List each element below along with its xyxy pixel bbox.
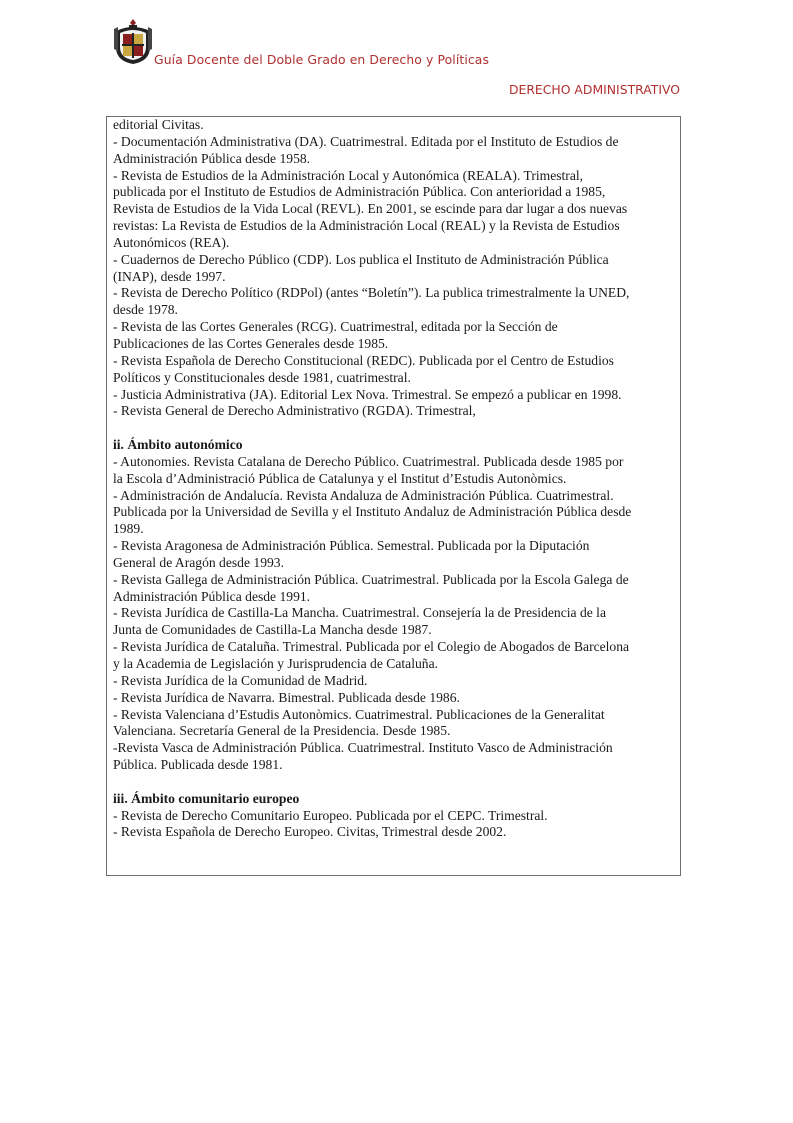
text-line: la Escola d’Administració Pública de Catalunya y el Institut d’Estudis Autonòmics. [113,470,567,486]
text-line: publicada por el Instituto de Estudios de Administración Pública. Con anterioridad a 1985, [113,184,606,200]
text-line: - Revista Jurídica de Navarra. Bimestral. Publicada desde 1986. [113,689,460,705]
text-line: editorial Civitas. [113,117,204,132]
eu-journals-list [113,808,679,842]
text-line: - Revista de Derecho Comunitario Europeo. Publicada por el CEPC. Trimestral. [113,807,548,823]
text-line: - Revista de Derecho Político (RDPol) (antes “Boletín”). La publica trimestralmente la UNED, [113,285,630,301]
text-line: Publicada por la Universidad de Sevilla y el Instituto Andaluz de Administración Pública desde [113,504,632,520]
text-line: y la Academia de Legislación y Jurisprudencia de Cataluña. [113,656,439,671]
text-line: - Revista General de Derecho Administrativo (RGDA). Trimestral, [113,403,476,419]
text-line: - Cuadernos de Derecho Público (CDP). Los publica el Instituto de Administración Pública [113,251,609,267]
text-line: - Administración de Andalucía. Revista Andaluza de Administración Pública. Cuatrimestral. [113,487,614,503]
text-line: Revista de Estudios de la Vida Local (REVL). En 2001, se escinde para dar lugar a dos nuevas [113,201,628,217]
section-heading-autonomic: ii. Ámbito autonómico [113,437,243,453]
section-heading-eu: iii. Ámbito comunitario europeo [113,790,300,806]
text-line: revistas: La Revista de Estudios de la Administración Local (REAL) y la Revista de Estudios [113,218,620,234]
text-line: Junta de Comunidades de Castilla-La Mancha desde 1987. [113,622,432,638]
text-line: (INAP), desde 1997. [113,268,226,284]
text-line: - Documentación Administrativa (DA). Cuatrimestral. Editada por el Instituto de Estudios de [113,133,619,149]
text-line: -Revista Vasca de Administración Pública. Cuatrimestral. Instituto Vasco de Administración [113,740,613,756]
text-line: Valenciana. Secretaría General de la Presidencia. Desde 1985. [113,723,451,739]
guide-title: Guía Docente del Doble Grado en Derecho y Políticas [154,52,490,67]
text-line: - Revista Gallega de Administración Pública. Cuatrimestral. Publicada por la Escola Galega de [113,571,629,587]
text-line: - Justicia Administrativa (JA). Editorial Lex Nova. Trimestral. Se empezó a publicar en 1998. [113,386,622,402]
text-line: - Revista de Estudios de la Administración Local y Autonómica (REALA). Trimestral, [113,167,584,183]
text-line: Administración Pública desde 1991. [113,588,311,604]
text-line: - Revista Española de Derecho Constitucional (REDC). Publicada por el Centro de Estudios [113,352,614,368]
autonomic-journals-list [113,454,679,774]
text-line: - Autonomies. Revista Catalana de Derecho Público. Cuatrimestral. Publicada desde 1985 por [113,453,624,469]
spacer [113,774,679,791]
text-line: Administración Pública desde 1958. [113,150,311,166]
text-line: - Revista Jurídica de la Comunidad de Madrid. [113,672,368,688]
text-line: Autonómicos (REA). [113,234,230,250]
text-line: - Revista Valenciana d’Estudis Autonòmics. Cuatrimestral. Publicaciones de la Generalitat [113,706,605,722]
text-line: General de Aragón desde 1993. [113,554,284,570]
text-line: Publicaciones de las Cortes Generales desde 1985. [113,335,389,351]
text-line: Pública. Publicada desde 1981. [113,757,283,773]
text-line: - Revista Aragonesa de Administración Pública. Semestral. Publicada por la Diputación [113,538,590,554]
spacer [113,420,679,437]
content-text [113,117,679,841]
text-line: - Revista de las Cortes Generales (RCG). Cuatrimestral, editada por la Sección de [113,319,558,335]
text-line: Políticos y Constitucionales desde 1981, cuatrimestral. [113,369,411,385]
subject-title: DERECHO ADMINISTRATIVO [508,82,680,97]
text-line: desde 1978. [113,302,178,318]
text-line: - Revista Española de Derecho Europeo. Civitas, Trimestral desde 2002. [113,824,507,840]
national-journals-list [113,117,679,420]
text-line: - Revista Jurídica de Cataluña. Trimestral. Publicada por el Colegio de Abogados de Barcelona [113,639,630,655]
university-crest-icon [112,17,154,65]
text-line: 1989. [113,521,144,537]
text-line: - Revista Jurídica de Castilla-La Mancha. Cuatrimestral. Consejería la de Presidencia de la [113,605,606,621]
